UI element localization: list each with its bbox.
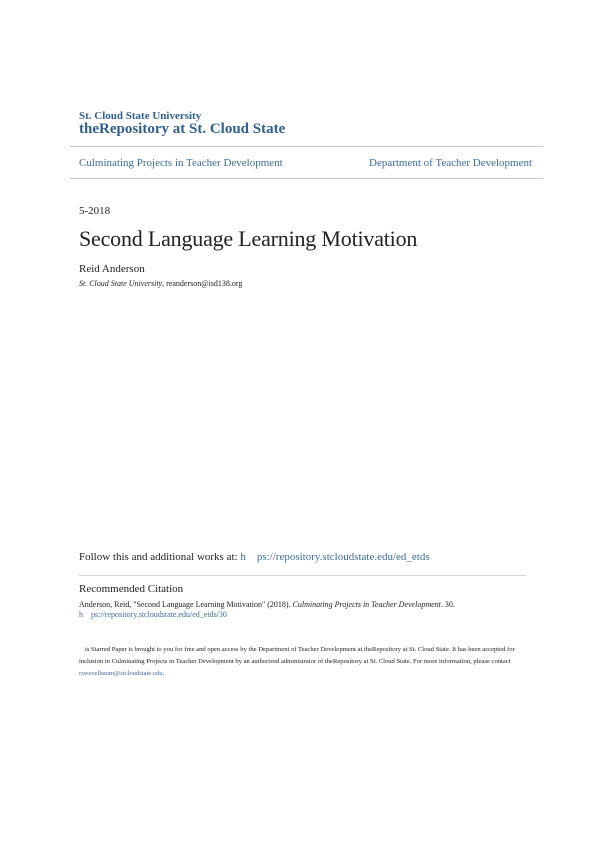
author-email[interactable]: , reanderson@isd138.org [162, 279, 243, 288]
notice-end: . [162, 670, 165, 677]
university-name: St. Cloud State University [79, 110, 202, 122]
notice-text: is Starred Paper is brought to you for free and open access by the Department of Teacher Development at theRepository at St. Cloud State. It has been accepted for inclusion in Culminating Projects in Teacher Development by an authorized administrator of theRepository at St. Cloud State. For more information, please contact [79, 646, 515, 665]
header-divider-bottom [70, 178, 543, 179]
repository-name[interactable]: theRepository at St. Cloud State [79, 121, 286, 137]
citation-divider [79, 575, 526, 576]
citation-link[interactable]: h ps://repository.stcloudstate.edu/ed_etds/30 [79, 610, 227, 619]
follow-label: Follow this and additional works at: [79, 551, 241, 563]
department-link[interactable]: Department of Teacher Development [369, 157, 533, 169]
follow-line [79, 551, 430, 563]
access-notice [79, 644, 519, 680]
affiliation-name: St. Cloud State University [79, 279, 163, 288]
follow-link[interactable]: h ps://repository.stcloudstate.edu/ed_etds [240, 551, 430, 563]
header-divider-top [70, 146, 543, 147]
citation-number: . 30. [440, 600, 455, 609]
author-affiliation [79, 279, 242, 288]
collection-link[interactable]: Culminating Projects in Teacher Development [79, 157, 283, 169]
citation-heading: Recommended Citation [79, 583, 184, 595]
citation-series: Culminating Projects in Teacher Development [292, 600, 441, 609]
contact-email-link[interactable]: rswexelbaum@stcloudstate.edu [79, 670, 163, 677]
paper-title: Second Language Learning Motivation [79, 226, 418, 251]
author-name: Reid Anderson [79, 263, 145, 275]
citation-block [79, 600, 455, 620]
publication-date: 5-2018 [79, 205, 111, 217]
citation-text: Anderson, Reid, "Second Language Learning Motivation" (2018). [79, 600, 293, 609]
